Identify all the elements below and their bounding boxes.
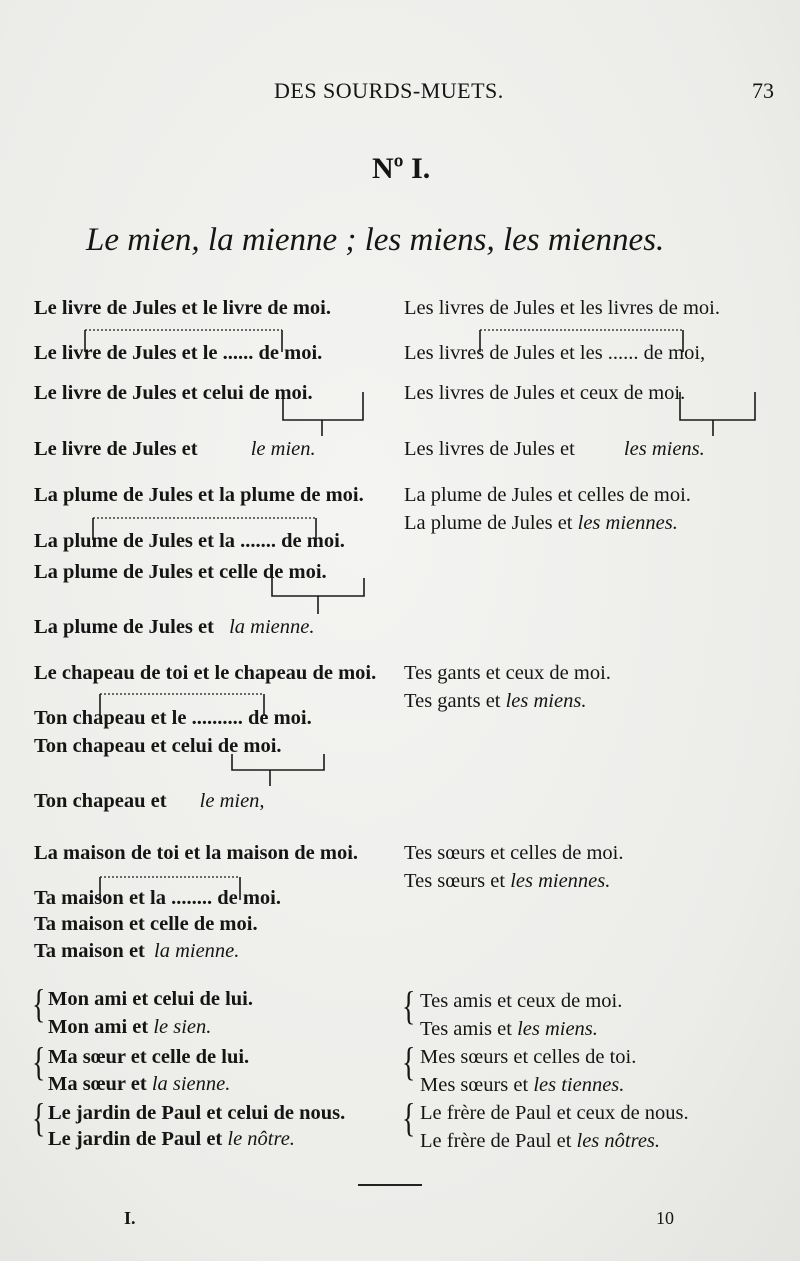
left-g4-line2: Ta maison et la ........ de moi. <box>34 887 281 909</box>
signature-mark: I. <box>124 1208 136 1228</box>
right-g3-line2-lead: Tes gants et <box>404 690 501 712</box>
left-brace3-line2-lead: Le jardin de Paul et <box>48 1128 223 1150</box>
right-g4-line2-pronoun: les miennes. <box>510 870 611 892</box>
left-g1-line2: Le livre de Jules et le ...... de moi. <box>34 342 323 364</box>
right-brace2-line2-lead: Mes sœurs et <box>420 1074 529 1096</box>
left-brace-2: { <box>32 1039 46 1084</box>
right-brace-2: { <box>402 1039 416 1084</box>
page-number: 73 <box>752 78 774 103</box>
right-brace1-line1: Tes amis et ceux de moi. <box>420 990 623 1012</box>
left-g4-line3: Ta maison et celle de moi. <box>34 913 258 935</box>
left-g2-line3: La plume de Jules et celle de moi. <box>34 561 327 583</box>
left-g2-line2: La plume de Jules et la ....... de moi. <box>34 530 345 552</box>
right-brace3-line2-lead: Le frère de Paul et <box>420 1130 572 1152</box>
left-g3-line2: Ton chapeau et le .......... de moi. <box>34 707 312 729</box>
right-g2-line2-pronoun: les miennes. <box>577 512 678 534</box>
right-g2-line2 <box>404 512 678 535</box>
right-g1-line1: Les livres de Jules et les livres de moi. <box>404 297 720 319</box>
left-g1-line1: Le livre de Jules et le livre de moi. <box>34 297 331 319</box>
right-g1-line4 <box>404 438 705 461</box>
left-g2-line4-lead: La plume de Jules et <box>34 616 214 638</box>
left-brace3-line2 <box>48 1128 295 1151</box>
right-g3-line1: Tes gants et ceux de moi. <box>404 662 611 684</box>
right-brace2-line2 <box>420 1074 624 1097</box>
left-g2-line4-pronoun: la mienne. <box>229 616 315 638</box>
running-title: DES SOURDS-MUETS. <box>274 78 504 103</box>
right-brace2-line1: Mes sœurs et celles de toi. <box>420 1046 637 1068</box>
right-g1-line2: Les livres de Jules et les ...... de moi, <box>404 342 706 364</box>
left-brace3-line2-pronoun: le nôtre. <box>227 1128 295 1150</box>
left-g1-line4-pronoun: le mien. <box>250 438 316 460</box>
left-g4-line4-pronoun: la mienne. <box>154 940 240 962</box>
section-title: Le mien, la mienne ; les miens, les miennes. <box>86 222 665 258</box>
right-g3-line2 <box>404 690 586 713</box>
left-brace1-line2-lead: Mon ami et <box>48 1016 149 1038</box>
right-brace3-line2 <box>420 1130 660 1153</box>
left-g3-line3: Ton chapeau et celui de moi. <box>34 735 282 757</box>
left-brace-1: { <box>32 981 46 1026</box>
right-g1-line4-pronoun: les miens. <box>623 438 705 460</box>
left-g3-line1: Le chapeau de toi et le chapeau de moi. <box>34 662 377 684</box>
right-brace-1: { <box>402 983 416 1028</box>
left-g2-line4 <box>34 616 314 639</box>
right-brace-3: { <box>402 1095 416 1140</box>
right-g4-line2-lead: Tes sœurs et <box>404 870 506 892</box>
section-number: Nº I. <box>372 152 431 185</box>
left-g3-line4-pronoun: le mien, <box>199 790 265 812</box>
left-brace2-line2-pronoun: la sienne. <box>151 1073 231 1095</box>
left-g2-line1: La plume de Jules et la plume de moi. <box>34 484 364 506</box>
left-g4-line1: La maison de toi et la maison de moi. <box>34 842 359 864</box>
left-brace-3: { <box>32 1095 46 1140</box>
right-brace1-line2 <box>420 1018 598 1041</box>
right-brace1-line2-pronoun: les miens. <box>517 1018 598 1040</box>
sheet-number: 10 <box>656 1208 674 1228</box>
right-brace3-line1: Le frère de Paul et ceux de nous. <box>420 1102 689 1124</box>
right-g2-line2-lead: La plume de Jules et <box>404 512 573 534</box>
left-g1-line4 <box>34 438 316 461</box>
right-brace1-line2-lead: Tes amis et <box>420 1018 512 1040</box>
left-g1-line4-lead: Le livre de Jules et <box>34 438 198 460</box>
left-g1-line3: Le livre de Jules et celui de moi. <box>34 382 313 404</box>
footer-rule <box>358 1184 422 1186</box>
right-g1-line4-lead: Les livres de Jules et <box>404 438 575 460</box>
left-brace1-line2 <box>48 1016 211 1039</box>
left-brace2-line1: Ma sœur et celle de lui. <box>48 1046 250 1068</box>
right-g4-line2 <box>404 870 610 893</box>
left-brace2-line2-lead: Ma sœur et <box>48 1073 147 1095</box>
left-g4-line4 <box>34 940 239 963</box>
right-brace2-line2-pronoun: les tiennes. <box>533 1074 625 1096</box>
left-brace2-line2 <box>48 1073 230 1096</box>
right-g1-line3: Les livres de Jules et ceux de moi. <box>404 382 686 404</box>
right-g2-line1: La plume de Jules et celles de moi. <box>404 484 691 506</box>
right-g3-line2-pronoun: les miens. <box>505 690 587 712</box>
left-g3-line4 <box>34 790 265 813</box>
left-brace3-line1: Le jardin de Paul et celui de nous. <box>48 1102 346 1124</box>
right-brace3-line2-pronoun: les nôtres. <box>576 1130 661 1152</box>
right-g4-line1: Tes sœurs et celles de moi. <box>404 842 624 864</box>
left-g3-line4-lead: Ton chapeau et <box>34 790 167 812</box>
left-brace1-line1: Mon ami et celui de lui. <box>48 988 253 1010</box>
left-g4-line4-lead: Ta maison et <box>34 940 145 962</box>
left-brace1-line2-pronoun: le sien. <box>153 1016 212 1038</box>
